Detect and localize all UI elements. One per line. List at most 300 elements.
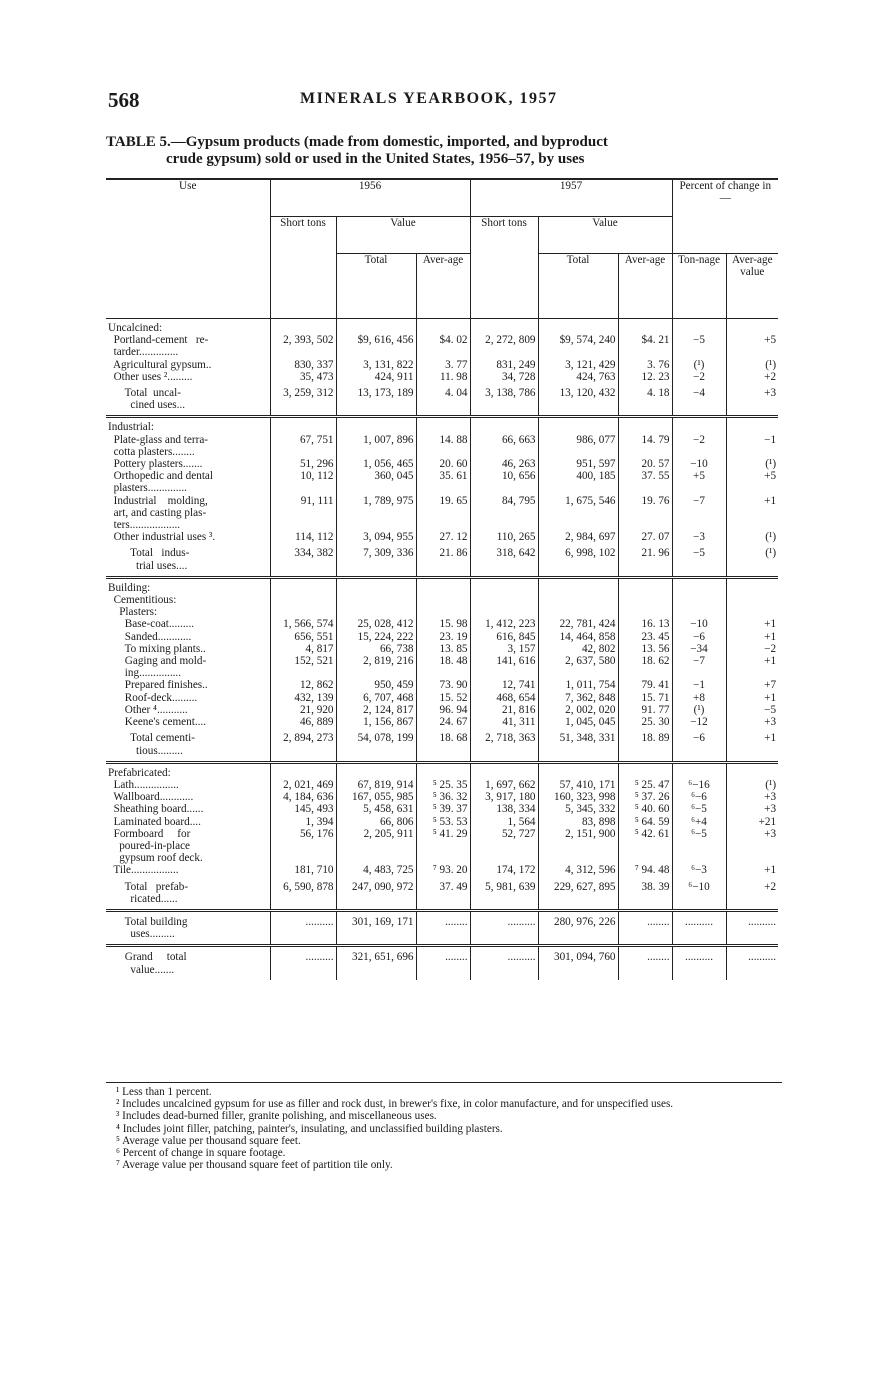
total-value-1957-cell: 7, 362, 848 <box>538 692 618 704</box>
header-short-tons-1956: Short tons <box>270 217 336 319</box>
tonnage-change-cell <box>672 762 726 779</box>
short-tons-1957-cell: 110, 265 <box>470 531 538 543</box>
table-row <box>106 495 778 532</box>
total-value-1957-cell: 229, 627, 895 <box>538 877 618 911</box>
table-row <box>106 791 778 803</box>
gypsum-products-table <box>106 178 778 980</box>
total-value-1956-cell: 66, 806 <box>336 816 416 828</box>
average-value-change-cell: +2 <box>726 877 778 911</box>
total-value-1956-cell: 1, 789, 975 <box>336 495 416 532</box>
tonnage-change-cell: −7 <box>672 655 726 679</box>
average-value-1956-cell: ⁵ 36. 32 <box>416 791 470 803</box>
average-value-1956-cell <box>416 762 470 779</box>
average-value-change-cell <box>726 577 778 618</box>
short-tons-1956-cell: 2, 021, 469 <box>270 779 336 791</box>
average-value-change-cell <box>726 319 778 335</box>
average-value-1956-cell: 37. 49 <box>416 877 470 911</box>
average-value-1957-cell: 25. 30 <box>618 716 672 728</box>
total-value-1956-cell: 15, 224, 222 <box>336 631 416 643</box>
short-tons-1956-cell: 181, 710 <box>270 864 336 876</box>
running-head: MINERALS YEARBOOK, 1957 <box>300 90 558 107</box>
short-tons-1956-cell: 91, 111 <box>270 495 336 532</box>
average-value-change-cell: −1 <box>726 434 778 458</box>
total-value-1956-cell: 6, 707, 468 <box>336 692 416 704</box>
tonnage-change-cell: +5 <box>672 470 726 494</box>
table-row <box>106 692 778 704</box>
short-tons-1957-cell: 468, 654 <box>470 692 538 704</box>
total-value-1957-cell: 1, 045, 045 <box>538 716 618 728</box>
section-row <box>106 577 778 618</box>
total-value-1957-cell: 13, 120, 432 <box>538 383 618 417</box>
short-tons-1956-cell: 4, 817 <box>270 643 336 655</box>
table-row <box>106 334 778 358</box>
short-tons-1957-cell: 3, 917, 180 <box>470 791 538 803</box>
average-value-change-cell: +1 <box>726 631 778 643</box>
average-value-1957-cell: 19. 76 <box>618 495 672 532</box>
total-value-1957-cell: 2, 002, 020 <box>538 704 618 716</box>
total-value-1957-cell: 5, 345, 332 <box>538 803 618 815</box>
header-use: Use <box>106 180 270 319</box>
row-label: Roof-deck......... <box>108 691 198 704</box>
total-value-1956-cell: $9, 616, 456 <box>336 334 416 358</box>
total-value-1957-cell <box>538 577 618 618</box>
row-label: Wallboard............ <box>108 791 194 804</box>
total-value-1957-cell: 424, 763 <box>538 371 618 383</box>
short-tons-1957-cell: 10, 656 <box>470 470 538 494</box>
section-row <box>106 762 778 779</box>
average-value-change-cell: +5 <box>726 470 778 494</box>
header-value-1957: Value <box>538 217 672 254</box>
average-value-1956-cell: 27. 12 <box>416 531 470 543</box>
short-tons-1957-cell: 138, 334 <box>470 803 538 815</box>
table-row <box>106 458 778 470</box>
short-tons-1957-cell: 46, 263 <box>470 458 538 470</box>
row-label: Industrial: <box>106 417 270 434</box>
footnote: ¹ Less than 1 percent. <box>116 1086 212 1098</box>
total-value-1956-cell: 1, 056, 465 <box>336 458 416 470</box>
total-value-1956-cell <box>336 417 416 434</box>
header-tonnage: Ton-nage <box>672 254 726 319</box>
total-value-1957-cell: 1, 011, 754 <box>538 679 618 691</box>
header-total-1956: Total <box>336 254 416 319</box>
header-average-1957: Aver-age <box>618 254 672 319</box>
row-label: Total building uses......... <box>106 910 270 945</box>
tonnage-change-cell: (¹) <box>672 704 726 716</box>
average-value-change-cell: −5 <box>726 704 778 716</box>
total-row <box>106 383 778 417</box>
average-value-change-cell: +3 <box>726 716 778 728</box>
short-tons-1957-cell: .......... <box>470 910 538 945</box>
header-average-1956: Aver-age <box>416 254 470 319</box>
table-row <box>106 359 778 371</box>
total-value-1957-cell: 986, 077 <box>538 434 618 458</box>
table-row <box>106 643 778 655</box>
tonnage-change-cell: +8 <box>672 692 726 704</box>
tonnage-change-cell: −4 <box>672 383 726 417</box>
total-value-1957-cell: 6, 998, 102 <box>538 543 618 577</box>
short-tons-1956-cell: 4, 184, 636 <box>270 791 336 803</box>
total-value-1956-cell: 13, 173, 189 <box>336 383 416 417</box>
footnote: ⁴ Includes joint filler, patching, painter's, insulating, and unclassified building plasters. <box>116 1122 503 1135</box>
total-row <box>106 910 778 945</box>
short-tons-1957-cell <box>470 762 538 779</box>
average-value-1956-cell <box>416 319 470 335</box>
short-tons-1957-cell <box>470 577 538 618</box>
row-label: Building: Cementitious: Plasters: <box>106 577 270 618</box>
short-tons-1957-cell: 1, 564 <box>470 816 538 828</box>
total-value-1956-cell: 2, 205, 911 <box>336 828 416 865</box>
total-value-1956-cell: 5, 458, 631 <box>336 803 416 815</box>
total-row <box>106 877 778 911</box>
average-value-1957-cell: ⁵ 42. 61 <box>618 828 672 865</box>
total-value-1957-cell: 2, 151, 900 <box>538 828 618 865</box>
total-value-1956-cell: 1, 007, 896 <box>336 434 416 458</box>
caption-line-2: crude gypsum) sold or used in the United States, 1956–57, by uses <box>166 151 585 167</box>
short-tons-1957-cell: 2, 718, 363 <box>470 728 538 762</box>
row-label: Sheathing board...... <box>108 803 204 816</box>
tonnage-change-cell: −6 <box>672 728 726 762</box>
tonnage-change-cell: −5 <box>672 543 726 577</box>
total-value-1957-cell: $9, 574, 240 <box>538 334 618 358</box>
tonnage-change-cell: ⁶−10 <box>672 877 726 911</box>
total-value-1956-cell <box>336 577 416 618</box>
tonnage-change-cell: −10 <box>672 618 726 630</box>
average-value-1957-cell: 20. 57 <box>618 458 672 470</box>
row-label: Lath................ <box>108 778 179 791</box>
row-label: Uncalcined: <box>108 322 163 334</box>
total-value-1957-cell <box>538 319 618 335</box>
average-value-change-cell: (¹) <box>726 359 778 371</box>
total-value-1957-cell: 4, 312, 596 <box>538 864 618 876</box>
total-value-1957-cell: 301, 094, 760 <box>538 946 618 980</box>
average-value-1956-cell: 24. 67 <box>416 716 470 728</box>
total-value-1957-cell: 2, 637, 580 <box>538 655 618 679</box>
total-row <box>106 543 778 577</box>
total-value-1957-cell <box>538 417 618 434</box>
total-value-1956-cell <box>336 319 416 335</box>
average-value-1956-cell: 14. 88 <box>416 434 470 458</box>
average-value-1957-cell: $4. 21 <box>618 334 672 358</box>
tonnage-change-cell: (¹) <box>672 359 726 371</box>
short-tons-1957-cell: 318, 642 <box>470 543 538 577</box>
tonnage-change-cell: −1 <box>672 679 726 691</box>
row-label: Laminated board.... <box>108 815 201 828</box>
average-value-1956-cell: ⁵ 39. 37 <box>416 803 470 815</box>
total-value-1957-cell: 14, 464, 858 <box>538 631 618 643</box>
short-tons-1956-cell: 21, 920 <box>270 704 336 716</box>
table-caption <box>106 134 782 168</box>
average-value-change-cell: +3 <box>726 383 778 417</box>
tonnage-change-cell: ⁶−3 <box>672 864 726 876</box>
tonnage-change-cell: .......... <box>672 946 726 980</box>
total-value-1957-cell: 22, 781, 424 <box>538 618 618 630</box>
total-value-1956-cell: 1, 156, 867 <box>336 716 416 728</box>
total-value-1956-cell: 2, 124, 817 <box>336 704 416 716</box>
average-value-1956-cell: 96. 94 <box>416 704 470 716</box>
average-value-change-cell: +3 <box>726 803 778 815</box>
row-label: Plate-glass and terra- cotta plasters........ <box>113 433 209 458</box>
total-value-1957-cell <box>538 762 618 779</box>
short-tons-1956-cell: 35, 473 <box>270 371 336 383</box>
average-value-change-cell: (¹) <box>726 779 778 791</box>
row-label: Keene's cement.... <box>108 716 207 729</box>
short-tons-1957-cell: 3, 157 <box>470 643 538 655</box>
average-value-1957-cell <box>618 417 672 434</box>
page-number: 568 <box>108 88 140 112</box>
short-tons-1957-cell: 141, 616 <box>470 655 538 679</box>
total-row <box>106 946 778 980</box>
total-value-1957-cell: 57, 410, 171 <box>538 779 618 791</box>
average-value-change-cell: +1 <box>726 692 778 704</box>
row-label: Total prefab- ricated...... <box>124 880 189 905</box>
short-tons-1957-cell: 41, 311 <box>470 716 538 728</box>
average-value-1957-cell: 37. 55 <box>618 470 672 494</box>
average-value-1957-cell: ........ <box>618 946 672 980</box>
short-tons-1957-cell: 2, 272, 809 <box>470 334 538 358</box>
short-tons-1956-cell: 830, 337 <box>270 359 336 371</box>
average-value-1957-cell: 27. 07 <box>618 531 672 543</box>
row-label: Pottery plasters....... <box>108 458 203 471</box>
average-value-change-cell: +1 <box>726 495 778 532</box>
total-value-1956-cell: 424, 911 <box>336 371 416 383</box>
row-label: Gaging and mold- ing............... <box>124 655 207 680</box>
average-value-1956-cell: ⁷ 93. 20 <box>416 864 470 876</box>
average-value-1957-cell: ⁵ 25. 47 <box>618 779 672 791</box>
average-value-1956-cell: 18. 68 <box>416 728 470 762</box>
short-tons-1956-cell: 114, 112 <box>270 531 336 543</box>
average-value-1957-cell: 18. 89 <box>618 728 672 762</box>
short-tons-1957-cell: 66, 663 <box>470 434 538 458</box>
tonnage-change-cell: −5 <box>672 334 726 358</box>
average-value-1956-cell <box>416 577 470 618</box>
table-row <box>106 779 778 791</box>
average-value-1957-cell: 14. 79 <box>618 434 672 458</box>
short-tons-1956-cell: 6, 590, 878 <box>270 877 336 911</box>
row-label: To mixing plants.. <box>108 642 206 655</box>
average-value-1956-cell: 18. 48 <box>416 655 470 679</box>
footnote: ⁶ Percent of change in square footage. <box>116 1147 286 1160</box>
average-value-1956-cell: $4. 02 <box>416 334 470 358</box>
row-label: Base-coat......... <box>108 618 195 631</box>
tonnage-change-cell <box>672 319 726 335</box>
table-row <box>106 816 778 828</box>
table-row <box>106 531 778 543</box>
total-value-1956-cell: 2, 819, 216 <box>336 655 416 679</box>
average-value-change-cell: −2 <box>726 643 778 655</box>
short-tons-1956-cell: 1, 566, 574 <box>270 618 336 630</box>
average-value-change-cell: +5 <box>726 334 778 358</box>
header-value-1956: Value <box>336 217 470 254</box>
total-value-1957-cell: 1, 675, 546 <box>538 495 618 532</box>
row-label: Other uses ²......... <box>108 370 193 383</box>
row-label: Total indus- trial uses.... <box>130 547 190 572</box>
table-row <box>106 704 778 716</box>
short-tons-1957-cell: 616, 845 <box>470 631 538 643</box>
short-tons-1956-cell: 12, 862 <box>270 679 336 691</box>
average-value-1956-cell: ⁵ 25. 35 <box>416 779 470 791</box>
tonnage-change-cell: −34 <box>672 643 726 655</box>
row-label: Total uncal- cined uses... <box>124 387 186 412</box>
average-value-change-cell: +1 <box>726 728 778 762</box>
short-tons-1957-cell: 174, 172 <box>470 864 538 876</box>
total-value-1957-cell: 951, 597 <box>538 458 618 470</box>
short-tons-1956-cell: 46, 889 <box>270 716 336 728</box>
average-value-1956-cell: 23. 19 <box>416 631 470 643</box>
row-label: Other ⁴........... <box>108 703 188 716</box>
row-label: Total cementi- tious......... <box>130 732 195 757</box>
table-row <box>106 655 778 679</box>
table-row <box>106 864 778 876</box>
short-tons-1956-cell: 10, 112 <box>270 470 336 494</box>
total-value-1956-cell: 321, 651, 696 <box>336 946 416 980</box>
average-value-change-cell: +1 <box>726 864 778 876</box>
short-tons-1956-cell: 2, 894, 273 <box>270 728 336 762</box>
total-value-1956-cell: 950, 459 <box>336 679 416 691</box>
average-value-1956-cell: ⁵ 53. 53 <box>416 816 470 828</box>
table-body <box>106 319 778 980</box>
total-value-1957-cell: 280, 976, 226 <box>538 910 618 945</box>
total-value-1956-cell: 247, 090, 972 <box>336 877 416 911</box>
short-tons-1956-cell: 1, 394 <box>270 816 336 828</box>
caption-line-1: TABLE 5.—Gypsum products (made from domestic, imported, and byproduct <box>106 134 608 150</box>
row-label: Industrial molding, art, and casting plas- ters.................. <box>113 494 208 532</box>
average-value-1957-cell: ⁷ 94. 48 <box>618 864 672 876</box>
total-value-1956-cell: 3, 094, 955 <box>336 531 416 543</box>
tonnage-change-cell: ⁶−6 <box>672 791 726 803</box>
average-value-change-cell: (¹) <box>726 458 778 470</box>
average-value-1957-cell: 4. 18 <box>618 383 672 417</box>
total-value-1956-cell <box>336 762 416 779</box>
average-value-1957-cell: 91. 77 <box>618 704 672 716</box>
table-row <box>106 631 778 643</box>
total-value-1957-cell: 42, 802 <box>538 643 618 655</box>
average-value-1957-cell: ........ <box>618 910 672 945</box>
average-value-1957-cell: 79. 41 <box>618 679 672 691</box>
short-tons-1956-cell <box>270 319 336 335</box>
row-label: Formboard for poured-in-place gypsum roof deck. <box>113 827 203 865</box>
tonnage-change-cell <box>672 577 726 618</box>
average-value-1956-cell: 15. 52 <box>416 692 470 704</box>
table-row <box>106 470 778 494</box>
short-tons-1957-cell: 34, 728 <box>470 371 538 383</box>
header-1957: 1957 <box>470 180 672 217</box>
row-label: Orthopedic and dental plasters.............. <box>113 470 214 495</box>
total-value-1956-cell: 25, 028, 412 <box>336 618 416 630</box>
total-value-1957-cell: 51, 348, 331 <box>538 728 618 762</box>
average-value-1957-cell: ⁵ 37. 26 <box>618 791 672 803</box>
average-value-1956-cell: 15. 98 <box>416 618 470 630</box>
table-row <box>106 828 778 865</box>
short-tons-1956-cell <box>270 417 336 434</box>
average-value-1957-cell <box>618 319 672 335</box>
tonnage-change-cell <box>672 417 726 434</box>
row-label: Prefabricated: <box>106 762 270 779</box>
short-tons-1956-cell: 152, 521 <box>270 655 336 679</box>
average-value-1957-cell: ⁵ 64. 59 <box>618 816 672 828</box>
footnotes <box>106 1082 782 1171</box>
average-value-1957-cell: 16. 13 <box>618 618 672 630</box>
tonnage-change-cell: −3 <box>672 531 726 543</box>
tonnage-change-cell: −7 <box>672 495 726 532</box>
average-value-change-cell: (¹) <box>726 543 778 577</box>
total-row <box>106 728 778 762</box>
footnote: ⁷ Average value per thousand square feet of partition tile only. <box>116 1159 393 1172</box>
short-tons-1956-cell: .......... <box>270 946 336 980</box>
tonnage-change-cell: ⁶−5 <box>672 828 726 865</box>
average-value-change-cell: +7 <box>726 679 778 691</box>
average-value-1956-cell <box>416 417 470 434</box>
tonnage-change-cell: .......... <box>672 910 726 945</box>
average-value-1957-cell: 21. 96 <box>618 543 672 577</box>
average-value-change-cell <box>726 762 778 779</box>
tonnage-change-cell: −10 <box>672 458 726 470</box>
total-value-1956-cell: 3, 131, 822 <box>336 359 416 371</box>
total-value-1956-cell: 167, 055, 985 <box>336 791 416 803</box>
average-value-1956-cell: 11. 98 <box>416 371 470 383</box>
short-tons-1956-cell: 656, 551 <box>270 631 336 643</box>
table-row <box>106 679 778 691</box>
short-tons-1956-cell: 67, 751 <box>270 434 336 458</box>
row-label: Other industrial uses ³. <box>108 531 216 544</box>
average-value-1957-cell: 15. 71 <box>618 692 672 704</box>
average-value-1956-cell: ⁵ 41. 29 <box>416 828 470 865</box>
average-value-1957-cell: 3. 76 <box>618 359 672 371</box>
average-value-1957-cell: ⁵ 40. 60 <box>618 803 672 815</box>
average-value-1956-cell: ........ <box>416 946 470 980</box>
total-value-1956-cell: 4, 483, 725 <box>336 864 416 876</box>
short-tons-1957-cell: 1, 697, 662 <box>470 779 538 791</box>
average-value-change-cell: +21 <box>726 816 778 828</box>
table-row <box>106 803 778 815</box>
short-tons-1956-cell <box>270 577 336 618</box>
total-value-1956-cell: 67, 819, 914 <box>336 779 416 791</box>
footnote: ³ Includes dead-burned filler, granite polishing, and miscellaneous uses. <box>116 1110 437 1123</box>
row-label: Prepared finishes.. <box>108 679 208 692</box>
short-tons-1956-cell: 3, 259, 312 <box>270 383 336 417</box>
table-row <box>106 434 778 458</box>
average-value-1956-cell: 20. 60 <box>416 458 470 470</box>
short-tons-1957-cell: 5, 981, 639 <box>470 877 538 911</box>
short-tons-1957-cell: 84, 795 <box>470 495 538 532</box>
short-tons-1957-cell: .......... <box>470 946 538 980</box>
short-tons-1956-cell: .......... <box>270 910 336 945</box>
average-value-change-cell: (¹) <box>726 531 778 543</box>
header-percent-change: Percent of change in— <box>672 180 778 254</box>
tonnage-change-cell: −6 <box>672 631 726 643</box>
table-row <box>106 716 778 728</box>
average-value-1956-cell: 3. 77 <box>416 359 470 371</box>
average-value-1957-cell <box>618 577 672 618</box>
header-1956: 1956 <box>270 180 470 217</box>
short-tons-1957-cell: 3, 138, 786 <box>470 383 538 417</box>
row-label: Sanded............ <box>108 630 192 643</box>
average-value-change-cell: .......... <box>726 910 778 945</box>
average-value-1956-cell: 73. 90 <box>416 679 470 691</box>
average-value-change-cell: +3 <box>726 791 778 803</box>
average-value-1957-cell: 12. 23 <box>618 371 672 383</box>
average-value-change-cell: .......... <box>726 946 778 980</box>
total-value-1956-cell: 301, 169, 171 <box>336 910 416 945</box>
table-row <box>106 618 778 630</box>
short-tons-1957-cell <box>470 417 538 434</box>
short-tons-1956-cell: 51, 296 <box>270 458 336 470</box>
tonnage-change-cell: ⁶−5 <box>672 803 726 815</box>
table-row <box>106 371 778 383</box>
average-value-change-cell: +3 <box>726 828 778 865</box>
total-value-1956-cell: 54, 078, 199 <box>336 728 416 762</box>
tonnage-change-cell: −2 <box>672 371 726 383</box>
tonnage-change-cell: −2 <box>672 434 726 458</box>
